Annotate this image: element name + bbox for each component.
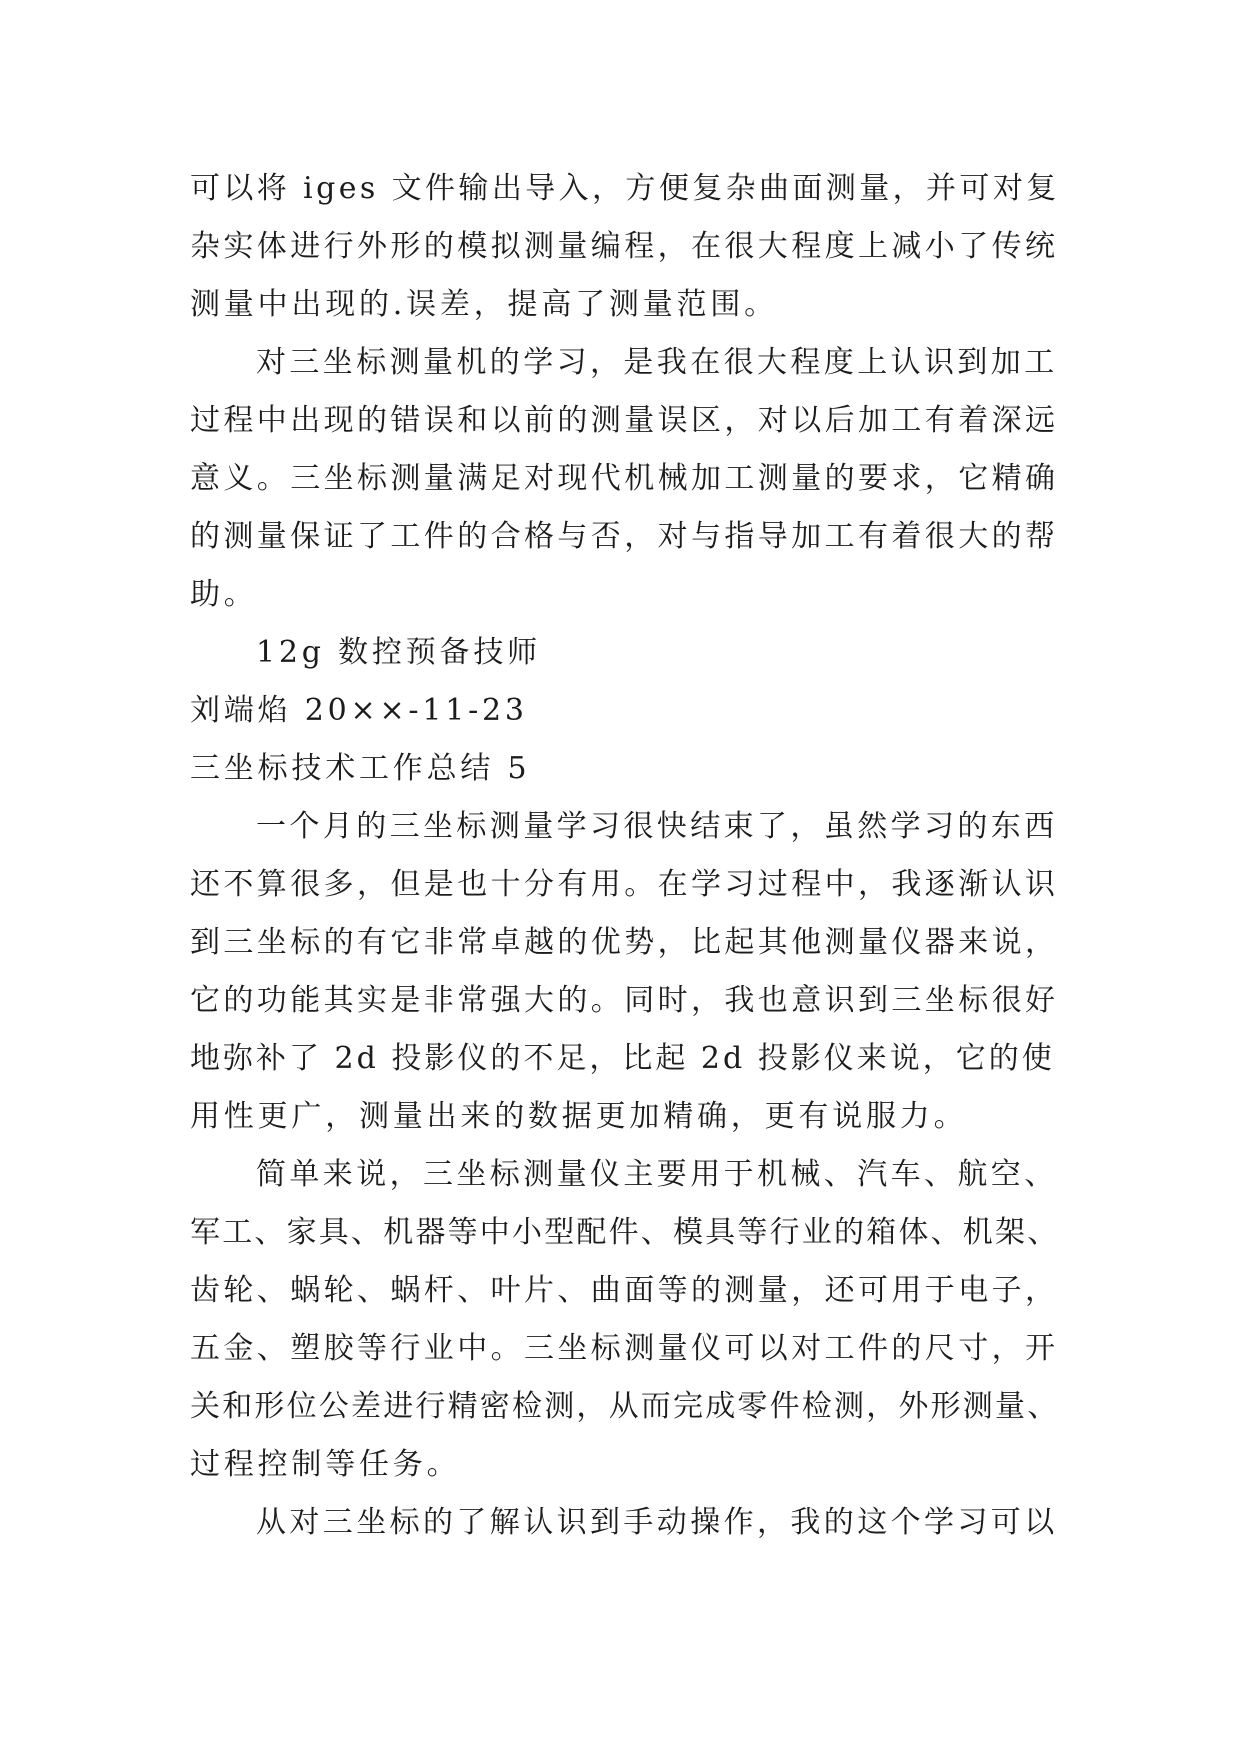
text-line: 到三坐标的有它非常卓越的优势，比起其他测量仪器来说， <box>190 925 1059 960</box>
text-line: 还不算很多，但是也十分有用。在学习过程中，我逐渐认识 <box>190 867 1059 902</box>
text-line: 杂实体进行外形的模拟测量编程，在很大程度上减小了传统 <box>190 229 1059 264</box>
section-title: 三坐标技术工作总结 5 <box>190 751 531 786</box>
text-line: 的测量保证了工件的合格与否，对与指导加工有着很大的帮 <box>190 519 1059 554</box>
class-line: 12g 数控预备技师 <box>256 635 541 670</box>
text-line: 五金、塑胶等行业中。三坐标测量仪可以对工件的尺寸，开 <box>190 1331 1059 1366</box>
text-line: 助。 <box>190 577 258 612</box>
text-line: 可以将 iges 文件输出导入，方便复杂曲面测量，并可对复 <box>190 171 1060 206</box>
text-line: 意义。三坐标测量满足对现代机械加工测量的要求，它精确 <box>190 461 1059 496</box>
document-body <box>190 160 1060 1552</box>
paragraph-start-line: 从对三坐标的了解认识到手动操作，我的这个学习可以 <box>256 1505 1058 1540</box>
text-line: 测量中出现的.误差，提高了测量范围。 <box>190 287 778 322</box>
text-line: 过程中出现的错误和以前的测量误区，对以后加工有着深远 <box>190 403 1059 438</box>
text-line: 它的功能其实是非常强大的。同时，我也意识到三坐标很好 <box>190 983 1059 1018</box>
text-line: 过程控制等任务。 <box>190 1447 461 1482</box>
text-line: 关和形位公差进行精密检测，从而完成零件检测，外形测量、 <box>190 1389 1060 1424</box>
author-date-line: 刘端焰 20××-11-23 <box>190 693 528 728</box>
text-line: 地弥补了 2d 投影仪的不足，比起 2d 投影仪来说，它的使 <box>190 1041 1055 1076</box>
paragraph-start-line: 对三坐标测量机的学习，是我在很大程度上认识到加工 <box>256 345 1058 380</box>
paragraph-start-line: 简单来说，三坐标测量仪主要用于机械、汽车、航空、 <box>256 1157 1058 1192</box>
text-line: 军工、家具、机器等中小型配件、模具等行业的箱体、机架、 <box>190 1215 1060 1250</box>
paragraph-start-line: 一个月的三坐标测量学习很快结束了，虽然学习的东西 <box>256 809 1058 844</box>
text-line: 齿轮、蜗轮、蜗杆、叶片、曲面等的测量，还可用于电子， <box>190 1273 1059 1308</box>
text-line: 用性更广，测量出来的数据更加精确，更有说服力。 <box>190 1099 968 1134</box>
